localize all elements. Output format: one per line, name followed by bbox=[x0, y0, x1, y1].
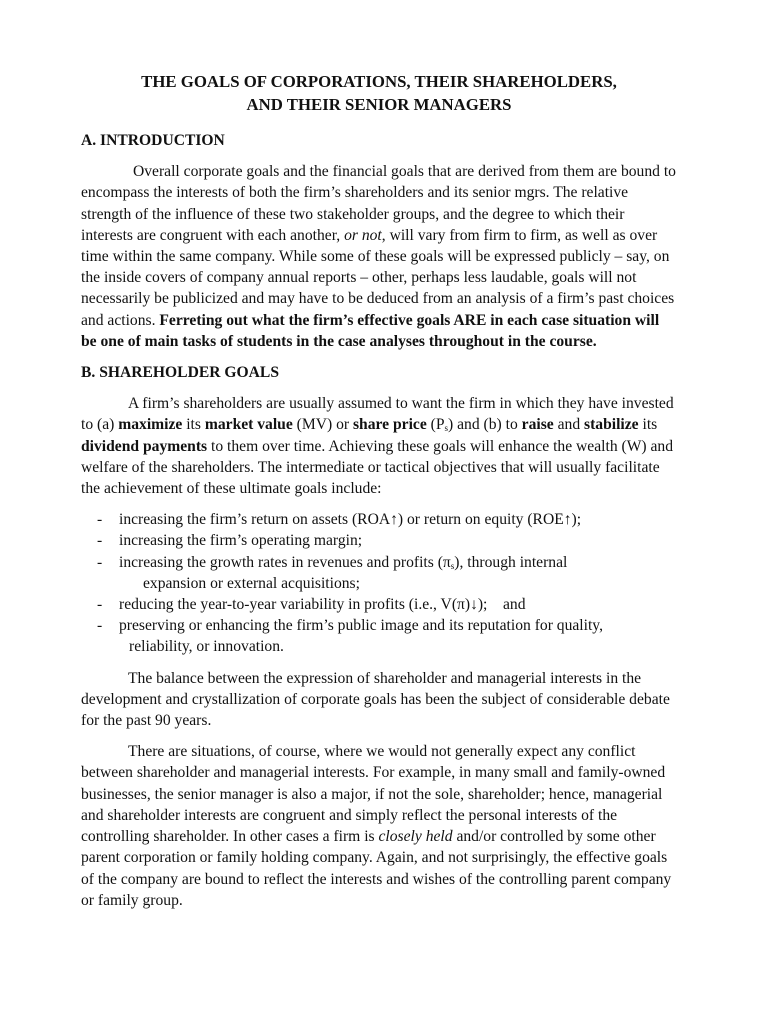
bullet-dash: - bbox=[97, 553, 103, 571]
bullet-text: reducing the year-to-year variability in profits (i.e., V(π)↓); and bbox=[119, 596, 526, 614]
list-item bbox=[81, 530, 677, 551]
sh-bold-share-price: share price bbox=[352, 416, 427, 434]
situations-italic: closely held bbox=[378, 828, 453, 846]
intro-text-1: Overall corporate goals and the financial goals that are derived from them are bound to encompass the interests of both the firm’s shareholders and its senior mgrs. The relative strength of the influence of these two stakeholder groups, and the degree to which their interests are congruent with each another, bbox=[81, 163, 676, 244]
objectives-list bbox=[81, 509, 677, 657]
balance-paragraph: The balance between the expression of shareholder and managerial interests in the development and crystallization of corporate goals has been the subject of considerable debate for the past 90 years. bbox=[81, 669, 670, 730]
sh-bold-raise: raise bbox=[521, 416, 554, 434]
bullet-sub: s bbox=[450, 560, 455, 571]
list-item bbox=[81, 552, 677, 594]
sh-bold-dividend: dividend payments bbox=[81, 437, 208, 455]
intro-text-2: , will vary from firm to firm, as well as over time within the same company. While some of these goals will be expressed publicly – say, on the inside covers of company annual reports – other, perhaps less laudable, goals will not necessarily be publicized and may have to be deduced from an analysis of a firm’s past choices and actions. bbox=[81, 226, 675, 329]
sh-text-3: (MV) or bbox=[292, 416, 353, 434]
sh-text-5: ) and (b) to bbox=[448, 416, 522, 434]
document-page bbox=[81, 70, 677, 921]
bullet-text: preserving or enhancing the firm’s public image and its reputation for quality, bbox=[119, 617, 603, 635]
intro-bold: Ferreting out what the firm’s effective goals ARE in each case situation will be one of main tasks of students in the case analyses throughout in the course. bbox=[81, 311, 660, 350]
sh-bold-maximize: maximize bbox=[118, 416, 183, 434]
shareholder-paragraph bbox=[81, 393, 677, 499]
title-line-2: AND THEIR SENIOR MANAGERS bbox=[246, 95, 512, 114]
section-b-heading: B. SHAREHOLDER GOALS bbox=[81, 364, 279, 382]
list-item bbox=[81, 615, 677, 657]
sh-text-8: to them over time. Achieving these goals will enhance the wealth (W) and welfare of the shareholders. The intermediate or tactical objectives that will usually facilitate the achievement of these ultimate goals include: bbox=[81, 437, 674, 498]
sh-text-4: (P bbox=[426, 416, 445, 434]
bullet-dash: - bbox=[97, 532, 103, 550]
sh-bold-stabilize: stabilize bbox=[584, 416, 639, 434]
bullet-text: increasing the growth rates in revenues and profits (π bbox=[119, 553, 451, 571]
sh-text-6: and bbox=[553, 416, 585, 434]
section-a-heading: A. INTRODUCTION bbox=[81, 132, 225, 149]
intro-italic: or not bbox=[344, 226, 382, 244]
bullet-text-cont: ), through internal bbox=[454, 553, 568, 571]
bullet-continuation: reliability, or innovation. bbox=[129, 638, 284, 656]
bullet-dash: - bbox=[97, 617, 103, 635]
situations-text-1: There are situations, of course, where we would not generally expect any conflict between shareholder and managerial interests. For example, in many small and family-owned businesses, the senior manager is also a major, if not the sole, shareholder; hence, managerial and shareholder interests are congruent and simply reflect the personal interests of the controlling shareholder. In other cases a firm is bbox=[81, 743, 666, 846]
sh-text-1: A firm’s shareholders are usually assumed to want the firm in which they have invested to (a) bbox=[81, 395, 674, 434]
title-line-1: THE GOALS OF CORPORATIONS, THEIR SHAREHOLDERS, bbox=[141, 72, 617, 91]
sh-text-2: its bbox=[182, 416, 205, 434]
bullet-text: increasing the firm’s operating margin; bbox=[119, 532, 363, 550]
sh-sub-s: s bbox=[444, 423, 449, 434]
bullet-dash: - bbox=[97, 596, 103, 614]
sh-bold-market-value: market value bbox=[204, 416, 293, 434]
bullet-text: increasing the firm’s return on assets (ROA↑) or return on equity (ROE↑); bbox=[119, 511, 582, 529]
list-item bbox=[81, 594, 677, 615]
situations-text-2: and/or controlled by some other parent corporation or family holding company. Again, and not surprisingly, the effective goals of the company are bound to reflect the interests and wishes of the controlling parent company or family group. bbox=[81, 828, 672, 909]
intro-paragraph bbox=[81, 161, 677, 352]
bullet-dash: - bbox=[97, 511, 103, 529]
list-item bbox=[81, 509, 677, 530]
document-title bbox=[81, 70, 677, 116]
situations-paragraph bbox=[81, 741, 677, 911]
bullet-continuation: expansion or external acquisitions; bbox=[143, 574, 360, 592]
sh-text-7: its bbox=[638, 416, 658, 434]
